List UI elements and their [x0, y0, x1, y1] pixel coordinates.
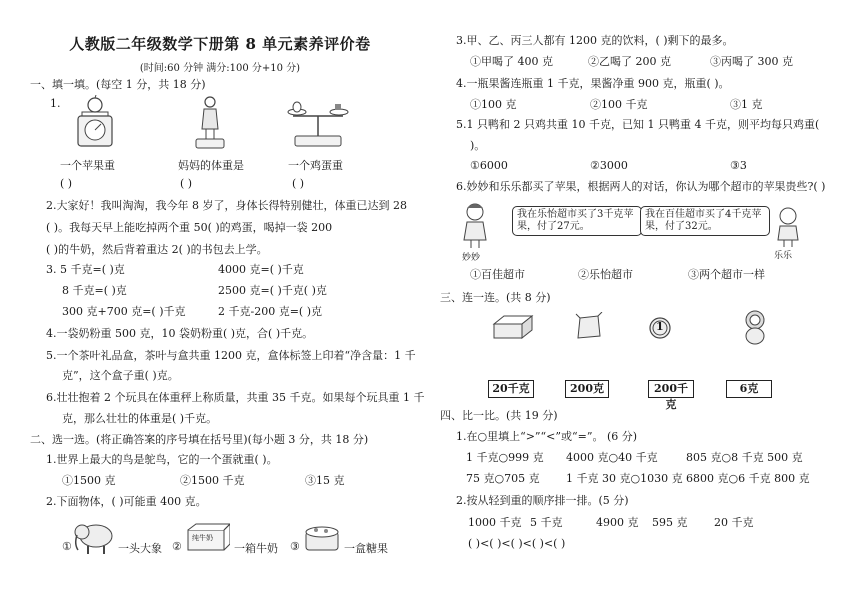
- choice-4-option-2[interactable]: ②100 千克: [590, 98, 648, 111]
- choice-1-option-3[interactable]: ③15 克: [305, 474, 345, 487]
- choice-6-option-1[interactable]: ①百佳超市: [470, 268, 525, 281]
- blank-mom[interactable]: ( ): [180, 177, 193, 190]
- choice-6-option-3[interactable]: ③两个超市一样: [688, 268, 765, 281]
- choice-2-option-2-marker[interactable]: ②: [172, 540, 182, 553]
- caption-apple: 一个苹果重: [60, 159, 115, 172]
- choice-1-option-1[interactable]: ①1500 克: [62, 474, 116, 487]
- question-5-line-2: 克”，这个盒子重( )克。: [62, 369, 179, 382]
- compare-question-1: 1.在○里填上“>”“<”或“=”。 (6 分): [456, 430, 638, 443]
- page-subtitle: (时间:60 分钟 满分:100 分+10 分): [139, 63, 301, 74]
- mom-on-scale-image: [190, 95, 230, 151]
- choice-1-option-2[interactable]: ②1500 千克: [180, 474, 245, 487]
- choice-question-6: 6.妙妙和乐乐都买了苹果，根据两人的对话，你认为哪个超市的苹果贵些?( ): [456, 180, 826, 193]
- milk-box-text: 纯牛奶: [192, 534, 213, 542]
- choice-2-option-3-label: 一盒糖果: [344, 542, 388, 555]
- choice-question-5-line-2: )。: [470, 139, 486, 152]
- blank-apple[interactable]: ( ): [60, 177, 73, 190]
- order-question: 2.按从轻到重的顺序排一排。(5 分): [456, 494, 629, 507]
- blank-egg[interactable]: ( ): [292, 177, 305, 190]
- compare-2-3[interactable]: 6800 克○6 千克 800 克: [686, 472, 810, 485]
- choice-2-option-1-label: 一头大象: [118, 542, 162, 555]
- order-item-4: 595 克: [652, 516, 688, 529]
- question-3-row-1b: 4000 克=( )千克: [218, 263, 304, 276]
- choice-question-3: 3.甲、乙、丙三人都有 1200 克的饮料，( )剩下的最多。: [456, 34, 734, 47]
- box-image: [490, 314, 536, 340]
- question-2-line-1: 2.大家好！我叫淘淘，我今年 8 岁了，身体长得特别健壮，体重已达到 28: [46, 199, 407, 212]
- choice-6-option-2[interactable]: ②乐怡超市: [578, 268, 633, 281]
- bag-image: [574, 312, 604, 340]
- section-1-heading: 一、填一填。(每空 1 分，共 18 分): [30, 78, 206, 91]
- choice-5-option-1[interactable]: ①6000: [470, 159, 508, 172]
- compare-1-1[interactable]: 1 千克○999 克: [466, 451, 544, 464]
- compare-1-3[interactable]: 805 克○8 千克 500 克: [686, 451, 803, 464]
- weight-card-2[interactable]: 200克: [565, 380, 609, 398]
- page-title: 人教版二年级数学下册第 8 单元素养评价卷: [69, 35, 371, 53]
- choice-3-option-3[interactable]: ③丙喝了 300 克: [710, 55, 793, 68]
- section-4-heading: 四、比一比。(共 19 分): [440, 409, 558, 422]
- weight-card-3[interactable]: 200千克: [648, 380, 694, 398]
- choice-5-option-2[interactable]: ②3000: [590, 159, 628, 172]
- choice-4-option-3[interactable]: ③1 克: [730, 98, 763, 111]
- question-5-line-1: 5.一个茶叶礼品盒，茶叶与盒共重 1200 克，盒体标签上印着“净含量：1 千: [46, 349, 416, 362]
- order-item-1: 1000 千克: [468, 516, 522, 529]
- order-item-2: 5 千克: [530, 516, 563, 529]
- question-3-row-3a: 300 克+700 克=( )千克: [62, 305, 186, 318]
- section-2-heading: 二、选一选。(将正确答案的序号填在括号里)(每小题 3 分，共 18 分): [30, 433, 369, 446]
- candy-box-image: [302, 522, 342, 554]
- choice-question-5-line-1: 5.1 只鸭和 2 只鸡共重 10 千克，已知 1 只鸭重 4 千克，则平均每只鸡重(: [456, 118, 820, 131]
- question-4: 4.一袋奶粉重 500 克，10 袋奶粉重( )克，合( )千克。: [46, 327, 314, 340]
- coin-label: 1: [656, 320, 664, 333]
- egg-balance-image: [283, 100, 353, 150]
- compare-2-1[interactable]: 75 克○705 克: [466, 472, 540, 485]
- lion-toy-image: [740, 310, 770, 346]
- name-miaomiao: 妙妙: [462, 253, 481, 263]
- question-2-line-2: ( )。我每天早上能吃掉两个重 50( )的鸡蛋，喝掉一袋 200: [46, 221, 333, 234]
- weight-card-1[interactable]: 20千克: [488, 380, 534, 398]
- question-3-row-1a: 3. 5 千克=( )克: [46, 263, 125, 276]
- section-3-heading: 三、连一连。(共 8 分): [440, 291, 551, 304]
- choice-question-4: 4.一瓶果酱连瓶重 1 千克，果酱净重 900 克，瓶重( )。: [456, 77, 730, 90]
- choice-5-option-3[interactable]: ③3: [730, 159, 747, 172]
- caption-egg: 一个鸡蛋重: [288, 159, 343, 172]
- compare-1-2[interactable]: 4000 克○40 千克: [566, 451, 658, 464]
- caption-mom: 妈妈的体重是: [178, 159, 244, 172]
- question-6-line-1: 6.壮壮抱着 2 个玩具在体重秤上称质量，共重 35 千克。如果每个玩具重 1 千: [46, 391, 425, 404]
- choice-3-option-2[interactable]: ②乙喝了 200 克: [588, 55, 671, 68]
- choice-4-option-1[interactable]: ①100 克: [470, 98, 517, 111]
- question-3-row-2b: 2500 克=( )千克( )克: [218, 284, 327, 297]
- order-item-3: 4900 克: [596, 516, 639, 529]
- question-1-number: 1.: [50, 97, 61, 110]
- boy-lele-image: [770, 206, 806, 248]
- choice-question-1: 1.世界上最大的鸟是鸵鸟，它的一个蛋就重( )。: [46, 453, 278, 466]
- girl-miaomiao-image: [455, 200, 495, 250]
- speech-bubble-lele: 我在百佳超市买了4千克苹果，付了32元。: [640, 206, 770, 236]
- question-6-line-2: 克，那么壮壮的体重是( )千克。: [62, 412, 218, 425]
- choice-question-2: 2.下面物体，( )可能重 400 克。: [46, 495, 207, 508]
- order-blanks[interactable]: ( )<( )<( )<( )<( ): [468, 537, 566, 550]
- compare-2-2[interactable]: 1 千克 30 克○1030 克: [566, 472, 683, 485]
- question-2-line-3: ( )的牛奶，然后背着重达 2( )的书包去上学。: [46, 243, 268, 256]
- elephant-image: [72, 520, 118, 556]
- choice-2-option-1-marker[interactable]: ①: [62, 540, 72, 553]
- weight-card-4[interactable]: 6克: [726, 380, 772, 398]
- apple-scale-image: [70, 95, 120, 150]
- choice-2-option-3-marker[interactable]: ③: [290, 540, 300, 553]
- question-3-row-3b: 2 千克-200 克=( )克: [218, 305, 323, 318]
- choice-2-option-2-label: 一箱牛奶: [234, 542, 278, 555]
- question-3-row-2a: 8 千克=( )克: [62, 284, 127, 297]
- order-item-5: 20 千克: [714, 516, 754, 529]
- choice-3-option-1[interactable]: ①甲喝了 400 克: [470, 55, 553, 68]
- name-lele: 乐乐: [774, 251, 793, 261]
- speech-bubble-miaomiao: 我在乐怡超市买了3千克苹果，付了27元。: [512, 206, 642, 236]
